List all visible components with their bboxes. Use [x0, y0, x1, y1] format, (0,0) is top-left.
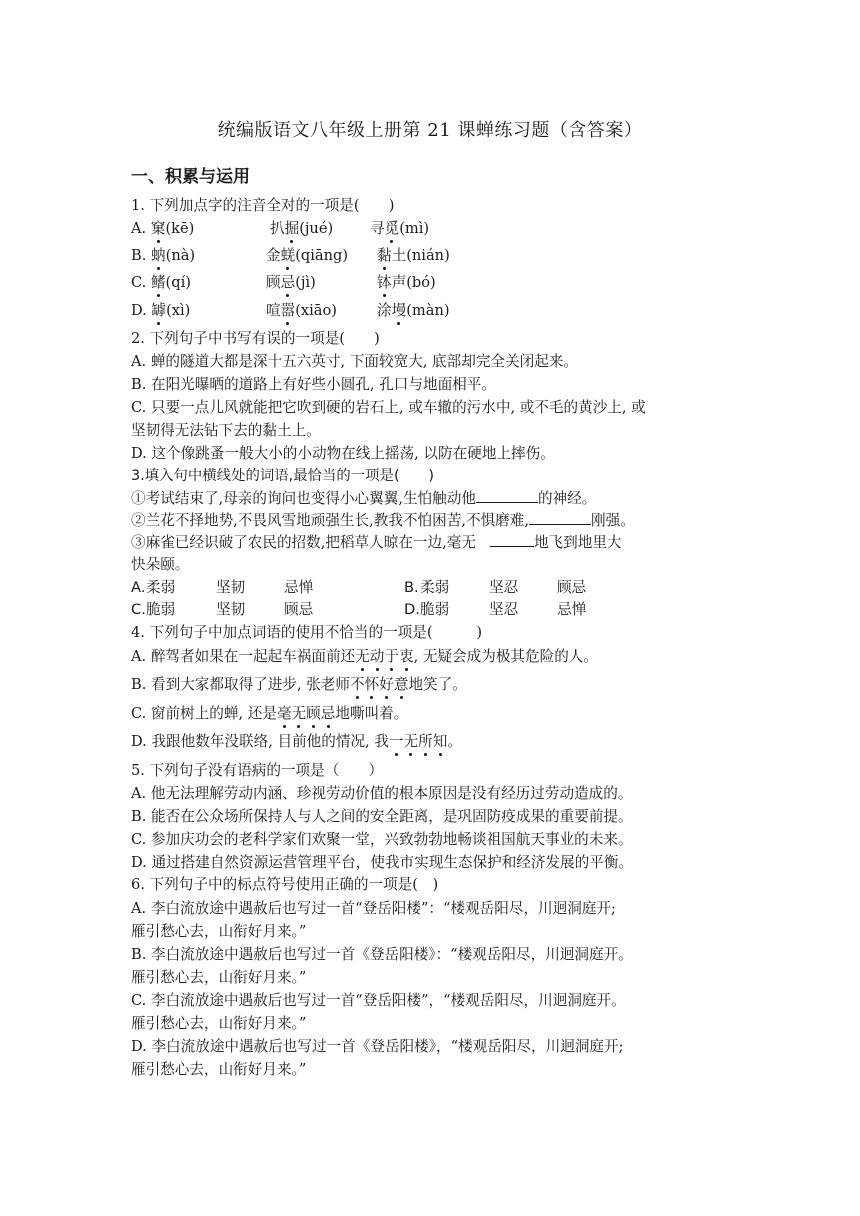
q4-option-a: A. 醉驾者如果在一起起车祸面前还无动于衷, 无疑会成为极其危险的人。 — [131, 646, 598, 668]
q6-option-d: D. 李白流放途中遇赦后也写过一首《登岳阳楼》，“楼观岳阳尽，川迥洞庭开; — [131, 1038, 624, 1055]
dotted-char: 于 — [384, 646, 399, 668]
q6-option-b: B. 李白流放途中遇赦后也写过一首《登岳阳楼》：“楼观岳阳尽，川迥洞庭开。 — [131, 946, 633, 963]
q2-option-c-cont: 坚韧得无法钻下去的黏土上。 — [131, 422, 321, 439]
q5-option-a: A. 他无法理解劳动内涵、珍视劳动价值的根本原因是没有经历过劳动造成的。 — [131, 785, 633, 802]
q5-option-b: B. 能否在公众场所保持人与人之间的安全距离，是巩固防疫成果的重要前提。 — [131, 808, 633, 825]
q1-stem: 1. 下列加点字的注音全对的一项是( ) — [131, 197, 395, 214]
dotted-char: 动 — [370, 646, 385, 668]
document-page: 统编版语文八年级上册第 21 课蝉练习题（含答案） 一、积累与运用 1. 下列加点字的注音全对的一项是( ) A. 窠(kē) 扒掘(jué) 寻觅(mì) B. 蚋(nà) 金蜣(qiāng) 黏土(nián) C. 鳍(qí) 顾忌(jì) 钵声(bó) D. 罅(xì) 喧嚣(xiāo) 涂墁(màn) 2. 下列句子中书写有误的一项是( ) A. 蝉的隧道大都是深十五六英寸, 下面较宽大, 底部却完全关闭起来。 B. 在阳光曝晒的道路上有好些小圆孔, 孔口与地面相平。 C. 只要一点儿风就能把它吹到硬的岩石上, 或车辙的污水中, 或不毛的黄沙上, 或 坚韧得无法钻下去的黏土上。 D. 这个像跳蚤一般大小的小动物在线上摇荡, 以防在硬地上摔伤。 3.填入句中横线处的词语,最恰当的一项是( ) ①考试结束了,母亲的询问也变得小心翼翼,生怕触动他 的神经。 ②兰花不择地势,不畏风雪地顽强生长,教我不怕困苦,不惧磨难, 刚强。 ③麻雀已经识破了农民的招数,把稻草人晾在一边,毫无 地飞到地里大 快朵颐。 A. 柔弱 坚韧 忌惮 B. 柔弱 坚忍 顾忌 C. 脆弱 坚韧 顾忌 D. 脆弱 坚忍 忌惮 4. 下列句子中加点词语的使用不恰当的一项是( ) A. 醉驾者如果在一起起车祸面前还无动于衷, 无疑会成为极其危险的人。 B. 看到大家都取得了进步, 张老师不怀好意地笑了。 C. 窗前树上的蝉, 还是毫无顾忌地嘶叫着。 D. 我跟他数年没联络, 目前他的情况, 我一无所知。 5. 下列句子没有语病的一项是（ ） A. 他无法理解劳动内涵、珍视劳动价值的根本原因是没有经历过劳动造成的。 B. 能否在公众场所保持人与人之间的安全距离，是巩固防疫成果的重要前提。 C. 参加庆功会的老科学家们欢聚一堂，兴致勃勃地畅谈祖国航天事业的未来。 D. 通过搭建自然资源运营管理平台，使我市实现生态保护和经济发展的平衡。 6. 下列句子中的标点符号使用正确的一项是( ) A. 李白流放途中遇赦后也写过一首“登岳阳楼”：“楼观岳阳尽，川迥洞庭开; 雁引愁心去，山衔好月来。” B. 李白流放途中遇赦后也写过一首《登岳阳楼》：“楼观岳阳尽，川迥洞庭开。 雁引愁心去，山衔好月来。” C. 李白流放途中遇赦后也写过一首“登岳阳楼”，“楼观岳阳尽，川迥洞庭开。 雁引愁心去，山衔好月来。” D. 李白流放途中遇赦后也写过一首《登岳阳楼》，“楼观岳阳尽，川迥洞庭开; 雁引愁心去，山衔好月来。” — [0, 0, 860, 1216]
q6-option-c-cont: 雁引愁心去，山衔好月来。” — [131, 1015, 307, 1032]
q2-option-c: C. 只要一点儿风就能把它吹到硬的岩石上, 或车辙的污水中, 或不毛的黄沙上, 或 — [131, 399, 646, 416]
q4-c-dotted-word — [277, 705, 335, 722]
dotted-char: 衷 — [399, 646, 414, 668]
q3-sentence-2: ②兰花不择地势,不畏风雪地顽强生长,教我不怕困苦,不惧磨难, 刚强。 — [131, 512, 635, 529]
q4-a-dotted-word — [355, 648, 413, 665]
dotted-char: 顾 — [306, 703, 321, 725]
q3-sentence-3: ③麻雀已经识破了农民的招数,把稻草人晾在一边,毫无 地飞到地里大 — [131, 534, 622, 551]
dotted-char: 好 — [379, 674, 394, 696]
q6-option-a: A. 李白流放途中遇赦后也写过一首“登岳阳楼”：“楼观岳阳尽，川迥洞庭开; — [131, 900, 616, 917]
q2-option-d: D. 这个像跳蚤一般大小的小动物在线上摇荡, 以防在硬地上摔伤。 — [131, 445, 555, 462]
q5-option-c: C. 参加庆功会的老科学家们欢聚一堂，兴致勃勃地畅谈祖国航天事业的未来。 — [131, 831, 633, 848]
dotted-char: 无 — [404, 731, 419, 753]
dotted-char: 一 — [389, 731, 404, 753]
q4-option-b: B. 看到大家都取得了进步, 张老师不怀好意地笑了。 — [131, 674, 467, 696]
q4-d-dotted-word — [389, 733, 447, 750]
q2-stem: 2. 下列句子中书写有误的一项是( ) — [131, 330, 380, 347]
q2-option-b: B. 在阳光曝晒的道路上有好些小圆孔, 孔口与地面相平。 — [131, 376, 496, 393]
q6-option-c: C. 李白流放途中遇赦后也写过一首“登岳阳楼”，“楼观岳阳尽，川迥洞庭开。 — [131, 992, 626, 1009]
q6-option-d-cont: 雁引愁心去，山衔好月来。” — [131, 1061, 307, 1078]
q2-option-a: A. 蝉的隧道大都是深十五六英寸, 下面较宽大, 底部却完全关闭起来。 — [131, 353, 579, 370]
q4-option-c: C. 窗前树上的蝉, 还是毫无顾忌地嘶叫着。 — [131, 703, 408, 725]
q3-sentence-3-cont: 快朵颐。 — [131, 556, 190, 573]
q3-sentence-1: ①考试结束了,母亲的询问也变得小心翼翼,生怕触动他 的神经。 — [131, 490, 597, 507]
dotted-char: 毫 — [277, 703, 292, 725]
document-title: 统编版语文八年级上册第 21 课蝉练习题（含答案） — [217, 120, 643, 141]
dotted-char: 无 — [292, 703, 307, 725]
q6-stem: 6. 下列句子中的标点符号使用正确的一项是( ) — [131, 876, 439, 893]
dotted-char: 知 — [433, 731, 448, 753]
dotted-char: 无 — [355, 646, 370, 668]
dotted-char: 不 — [350, 674, 365, 696]
dotted-char: 所 — [418, 731, 433, 753]
q6-option-b-cont: 雁引愁心去，山衔好月来。” — [131, 969, 307, 986]
dotted-char: 意 — [394, 674, 409, 696]
dotted-char: 怀 — [365, 674, 380, 696]
q3-stem: 3.填入句中横线处的词语,最恰当的一项是( ) — [131, 468, 434, 484]
q5-stem: 5. 下列句子没有语病的一项是（ ） — [131, 762, 384, 779]
dotted-char: 忌 — [321, 703, 336, 725]
q4-option-d: D. 我跟他数年没联络, 目前他的情况, 我一无所知。 — [131, 731, 462, 753]
q4-stem: 4. 下列句子中加点词语的使用不恰当的一项是( ) — [131, 624, 483, 641]
q5-option-d: D. 通过搭建自然资源运营管理平台，使我市实现生态保护和经济发展的平衡。 — [131, 854, 634, 871]
section-heading: 一、积累与运用 — [131, 167, 250, 187]
q6-option-a-cont: 雁引愁心去，山衔好月来。” — [131, 923, 307, 940]
q4-b-dotted-word — [350, 676, 408, 693]
